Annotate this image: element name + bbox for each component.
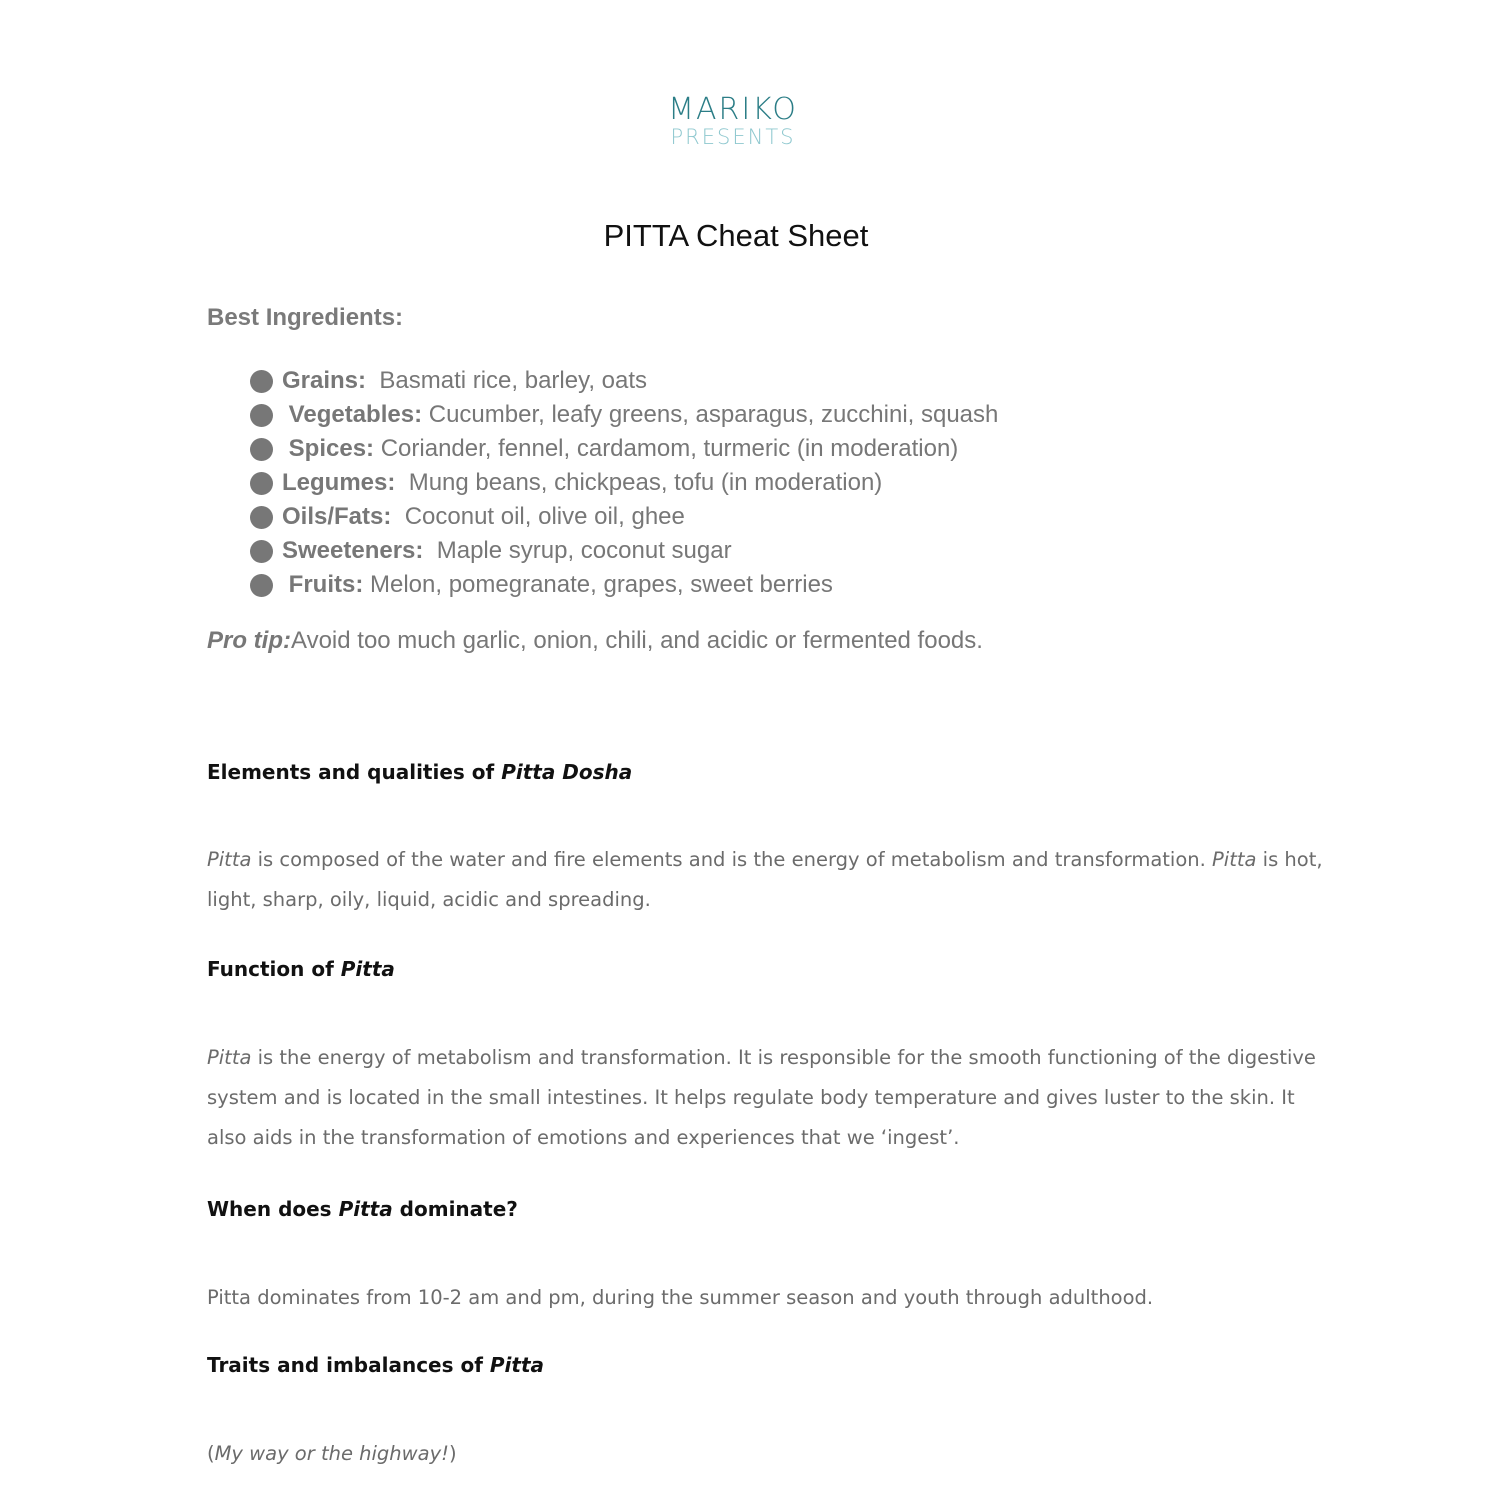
elements-heading xyxy=(207,760,632,784)
heading-text: When does xyxy=(207,1197,339,1221)
text: ( xyxy=(207,1442,215,1465)
item-label: Grains: xyxy=(282,367,367,394)
logo xyxy=(0,94,1466,148)
item-label: Oils/Fats: xyxy=(282,503,392,530)
function-paragraph xyxy=(207,1038,1327,1158)
list-item xyxy=(250,398,998,432)
item-label: Fruits: xyxy=(282,571,364,598)
item-value: Mung beans, chickpeas, tofu (in moderation) xyxy=(395,469,883,496)
dominate-heading xyxy=(207,1197,518,1221)
ingredients-list xyxy=(250,364,998,602)
list-item xyxy=(250,364,998,398)
function-heading xyxy=(207,957,395,981)
bullet-icon xyxy=(250,404,273,427)
item-value: Maple syrup, coconut sugar xyxy=(423,537,732,564)
pro-tip-label: Pro tip: xyxy=(207,627,291,654)
traits-paragraph xyxy=(207,1434,1327,1474)
item-label: Sweeteners: xyxy=(282,537,424,564)
item-value: Cucumber, leafy greens, asparagus, zucchini, squash xyxy=(422,401,999,428)
list-item xyxy=(250,500,998,534)
item-value: Coriander, fennel, cardamom, turmeric (in moderation) xyxy=(374,435,959,462)
heading-text: dominate? xyxy=(392,1197,518,1221)
pro-tip-text: Avoid too much garlic, onion, chili, and acidic or fermented foods. xyxy=(291,627,983,654)
dominate-paragraph: Pitta dominates from 10-2 am and pm, during the summer season and youth through adulthood. xyxy=(207,1286,1154,1309)
text: ) xyxy=(448,1442,457,1465)
text: is hot, light, sharp, oily, liquid, acidic and spreading. xyxy=(207,848,1323,911)
item-label: Vegetables: xyxy=(282,401,423,428)
heading-text: Traits and imbalances of xyxy=(207,1353,490,1377)
elements-paragraph xyxy=(207,840,1327,920)
heading-italic: Pitta Dosha xyxy=(501,760,633,784)
list-item xyxy=(250,432,998,466)
item-value: Basmati rice, barley, oats xyxy=(366,367,648,394)
text: is the energy of metabolism and transformation. It is responsible for the smooth functioning of the digestive system and is located in the small intestines. It helps regulate body temperature and gives luster to the skin. It also aids in the transformation of emotions and experiences that we ‘ingest’. xyxy=(207,1046,1316,1149)
text: is composed of the water and fire elements and is the energy of metabolism and transformation. xyxy=(251,848,1213,871)
bullet-icon xyxy=(250,370,273,393)
bullet-icon xyxy=(250,472,273,495)
best-ingredients-heading: Best Ingredients: xyxy=(207,304,404,331)
heading-text: Function of xyxy=(207,957,341,981)
heading-text: Elements and qualities of xyxy=(207,760,502,784)
list-item xyxy=(250,568,998,602)
item-value: Melon, pomegranate, grapes, sweet berries xyxy=(363,571,833,598)
item-value: Coconut oil, olive oil, ghee xyxy=(391,503,685,530)
list-item xyxy=(250,466,998,500)
heading-italic: Pitta xyxy=(338,1197,393,1221)
bullet-icon xyxy=(250,540,273,563)
traits-heading xyxy=(207,1353,544,1377)
item-label: Spices: xyxy=(282,435,375,462)
italic-term: Pitta xyxy=(207,1046,252,1069)
heading-italic: Pitta xyxy=(340,957,395,981)
italic-term: My way or the highway! xyxy=(214,1442,449,1465)
list-item xyxy=(250,534,998,568)
item-label: Legumes: xyxy=(282,469,396,496)
pro-tip xyxy=(207,627,983,655)
bullet-icon xyxy=(250,574,273,597)
italic-term: Pitta xyxy=(1212,848,1257,871)
bullet-icon xyxy=(250,438,273,461)
italic-term: Pitta xyxy=(207,848,252,871)
heading-italic: Pitta xyxy=(489,1353,545,1377)
logo-sub: PRESENTS xyxy=(670,125,796,149)
logo-main: MARIKO xyxy=(668,92,798,127)
bullet-icon xyxy=(250,506,273,529)
page-title: PITTA Cheat Sheet xyxy=(603,218,869,253)
